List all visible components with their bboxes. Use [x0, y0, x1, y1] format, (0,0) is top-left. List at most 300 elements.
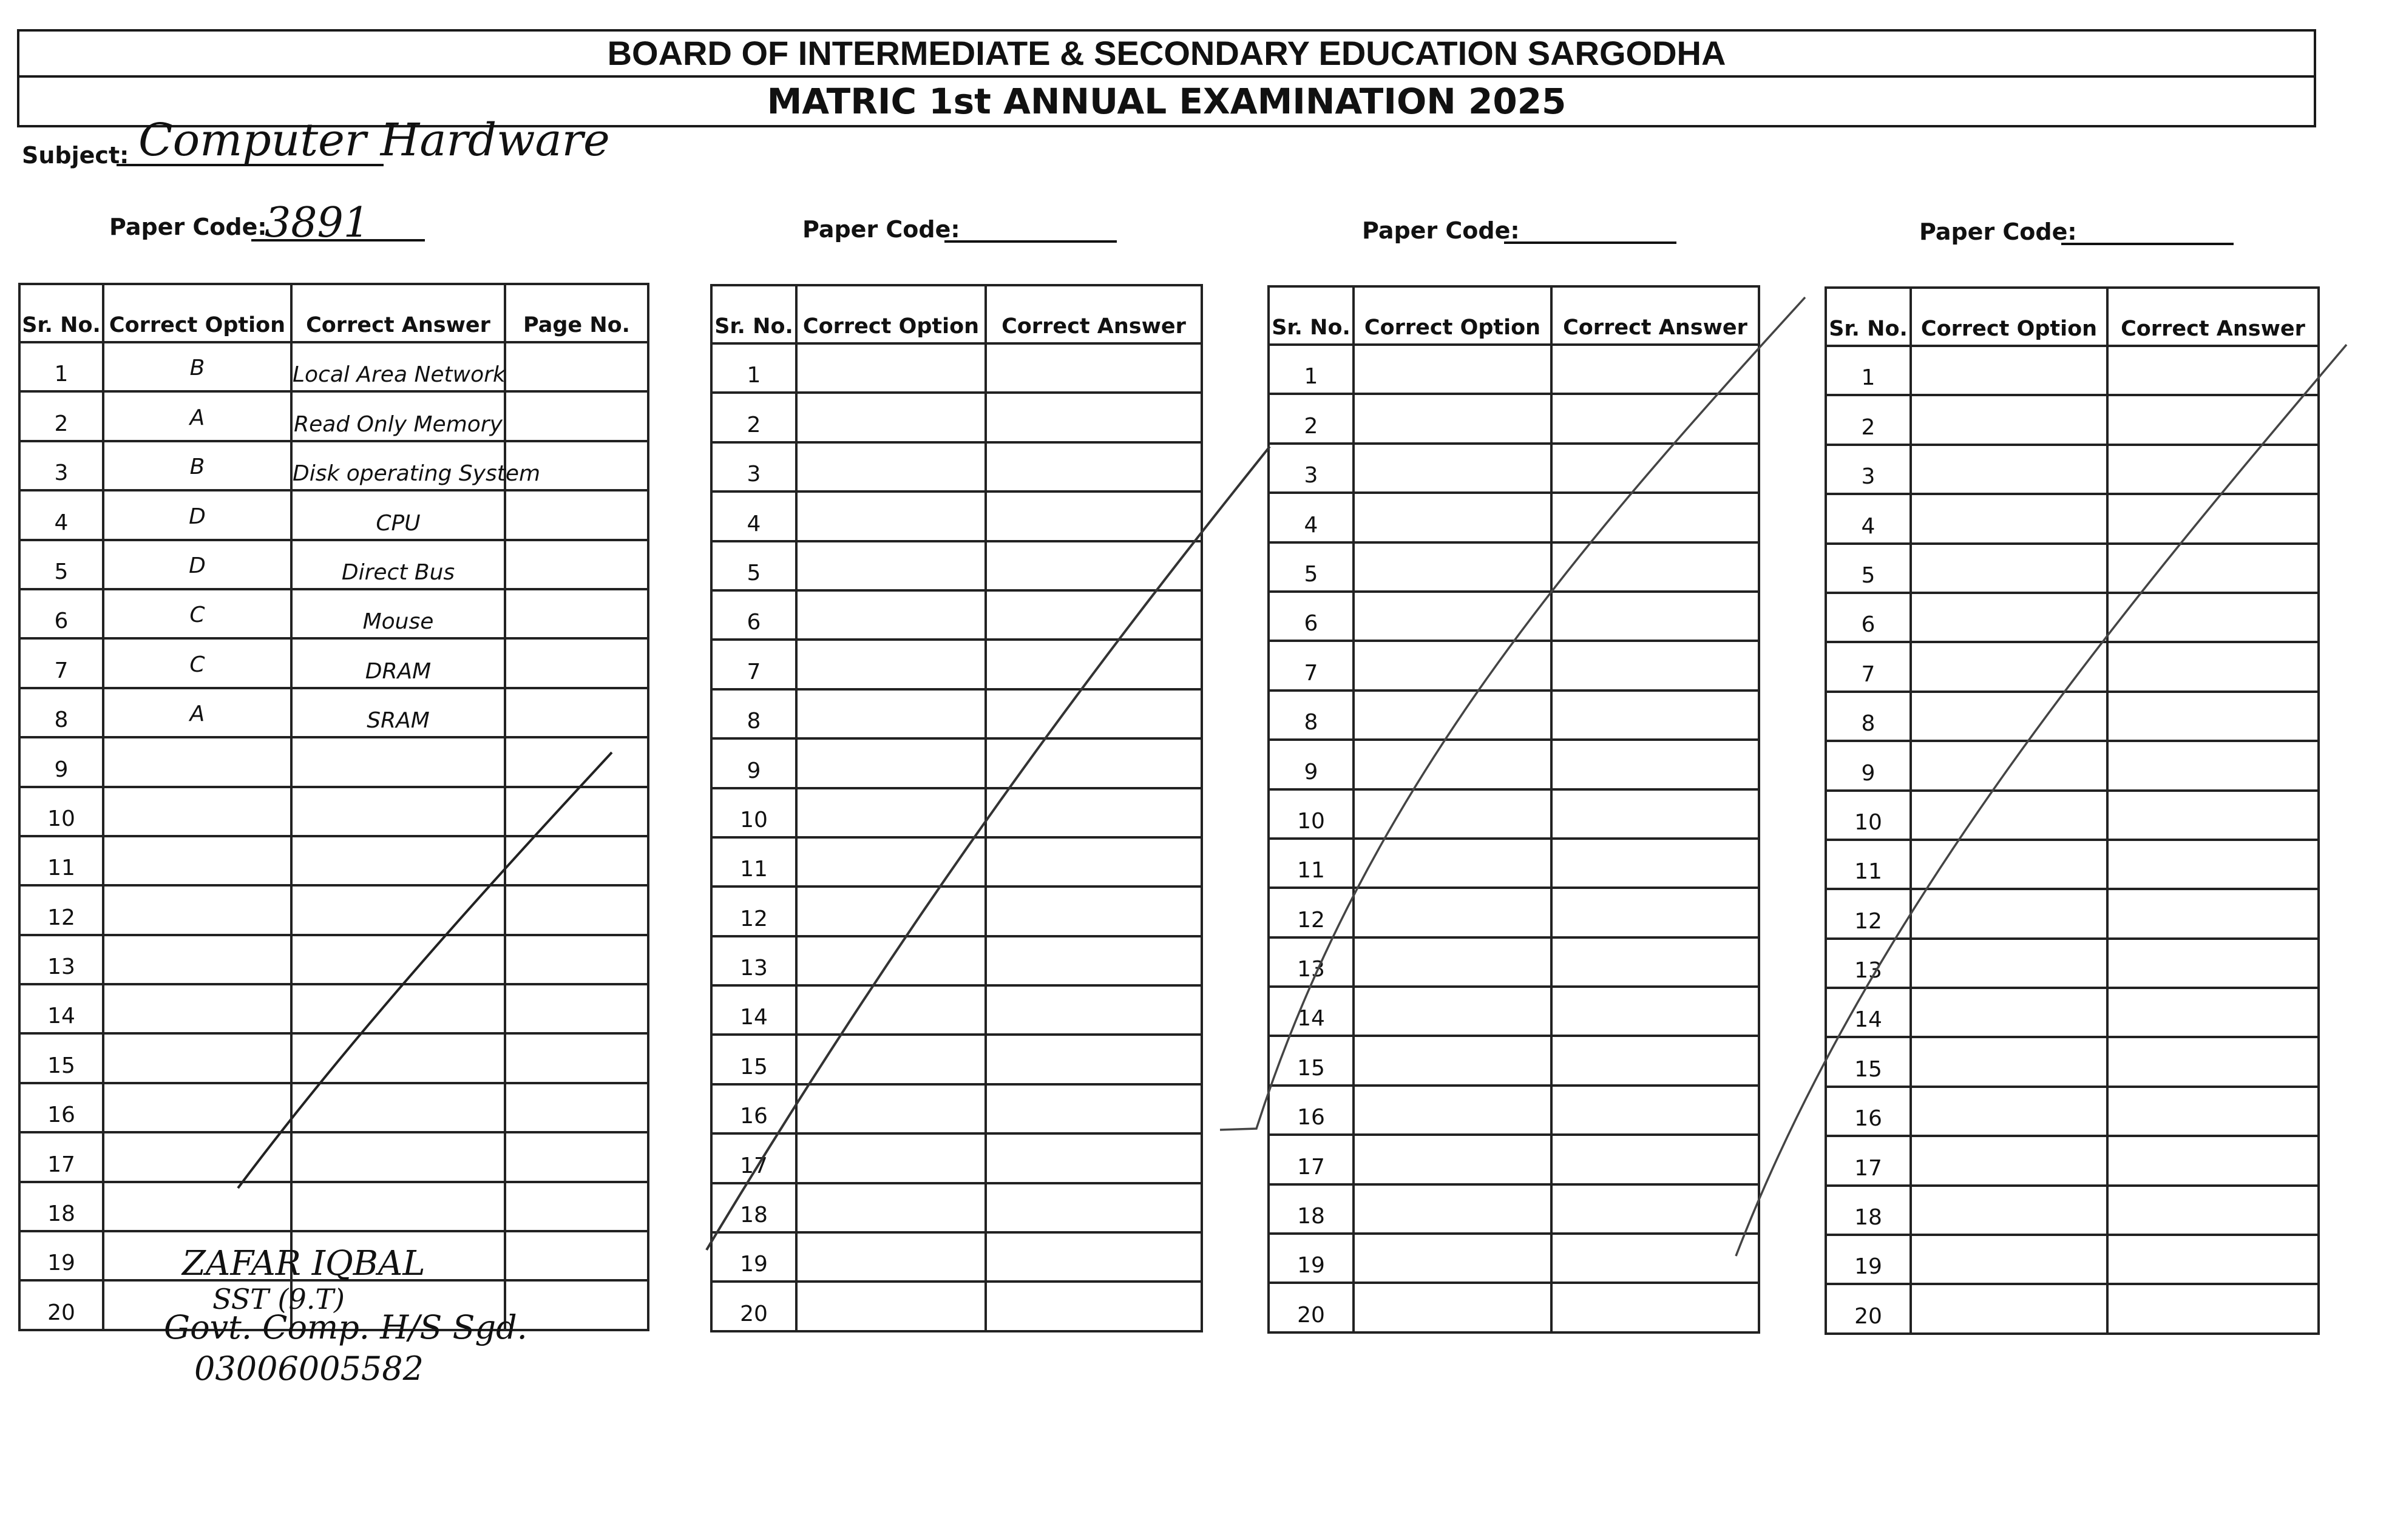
- cell-answer: [986, 1035, 1202, 1084]
- cell-sr: 17: [1269, 1135, 1354, 1184]
- paper-code-underline-4: [2061, 243, 2234, 245]
- cell-sr: 12: [711, 887, 796, 936]
- cell-answer: [1551, 641, 1759, 690]
- table-row: [711, 491, 1202, 541]
- col-header-sr: Sr. No.: [1826, 288, 1911, 346]
- table-row: [1826, 1037, 2319, 1086]
- cell-answer: [986, 1232, 1202, 1282]
- table-row: [1826, 840, 2319, 889]
- cell-sr: 3: [19, 441, 103, 490]
- cell-option: [1911, 1037, 2107, 1086]
- cell-answer: [986, 343, 1202, 393]
- table-row: [711, 541, 1202, 590]
- table-row: [1826, 445, 2319, 494]
- cell-sr: 2: [1826, 395, 1911, 444]
- cell-answer: Disk operating System: [291, 441, 505, 490]
- col-header-option: Correct Option: [796, 285, 986, 343]
- cell-sr: 6: [1826, 593, 1911, 642]
- cell-answer: [1551, 345, 1759, 394]
- cell-page: [505, 1132, 648, 1181]
- cell-sr: 9: [1269, 740, 1354, 789]
- cell-sr: 9: [19, 737, 103, 786]
- cell-answer: [1551, 937, 1759, 987]
- cell-option: [1354, 444, 1551, 493]
- cell-option: [1354, 592, 1551, 641]
- cell-sr: 7: [1826, 642, 1911, 691]
- cell-answer: Mouse: [291, 589, 505, 638]
- table-row: [1826, 741, 2319, 790]
- cell-answer: [2107, 939, 2319, 988]
- paper-code-label-3: Paper Code:: [1362, 217, 1520, 244]
- paper-code-label-4: Paper Code:: [1919, 218, 2077, 245]
- cell-sr: 18: [19, 1182, 103, 1231]
- table-row: [711, 343, 1202, 393]
- cell-option: [1354, 542, 1551, 592]
- table-row: [1269, 839, 1759, 888]
- table-row: [1269, 740, 1759, 789]
- cell-page: [505, 1231, 648, 1280]
- cell-option: [1911, 692, 2107, 741]
- cell-option: [796, 738, 986, 788]
- cell-page: [505, 391, 648, 441]
- table-header-row: [19, 284, 648, 342]
- cell-answer: DRAM: [291, 638, 505, 687]
- cell-sr: 19: [711, 1232, 796, 1282]
- table-row: [19, 885, 648, 934]
- cell-option: [1354, 937, 1551, 987]
- cell-option: [1354, 987, 1551, 1036]
- cell-sr: 8: [1269, 691, 1354, 740]
- exam-title: MATRIC 1st ANNUAL EXAMINATION 2025: [17, 75, 2316, 127]
- cell-option: B: [103, 342, 291, 391]
- table-row: [711, 788, 1202, 837]
- cell-answer: [2107, 445, 2319, 494]
- table-row: [1826, 939, 2319, 988]
- cell-option: A: [103, 688, 291, 737]
- cell-sr: 11: [1269, 839, 1354, 888]
- cell-option: [796, 541, 986, 590]
- table-row: [1826, 791, 2319, 840]
- answer-table-3: [1267, 285, 1760, 1334]
- cell-sr: 1: [711, 343, 796, 393]
- cell-option: B: [103, 441, 291, 490]
- table-row: [711, 1183, 1202, 1232]
- table-row: [711, 1282, 1202, 1331]
- table-row: [19, 688, 648, 737]
- cell-answer: [2107, 692, 2319, 741]
- cell-answer: [2107, 642, 2319, 691]
- cell-option: [1911, 544, 2107, 593]
- cell-answer: [986, 393, 1202, 442]
- table-row: [1269, 1283, 1759, 1332]
- cell-sr: 17: [1826, 1136, 1911, 1185]
- cell-answer: [986, 1183, 1202, 1232]
- cell-sr: 17: [711, 1133, 796, 1183]
- signature-designation: SST (9.T): [212, 1283, 345, 1315]
- table-header-row: [711, 285, 1202, 343]
- cell-page: [505, 540, 648, 589]
- table-row: [19, 1132, 648, 1181]
- subject-label: Subject:: [22, 142, 129, 169]
- table-row: [711, 442, 1202, 491]
- table-row: [1826, 494, 2319, 543]
- cell-sr: 13: [19, 935, 103, 984]
- cell-sr: 14: [711, 985, 796, 1035]
- cell-answer: [291, 737, 505, 786]
- table-row: [711, 590, 1202, 640]
- table-row: [711, 1232, 1202, 1282]
- cell-sr: 13: [1826, 939, 1911, 988]
- cell-option: [796, 1133, 986, 1183]
- cell-option: [1911, 988, 2107, 1037]
- table-header-row: [1826, 288, 2319, 346]
- table-row: [711, 640, 1202, 689]
- table-row: [19, 490, 648, 539]
- cell-sr: 2: [19, 391, 103, 441]
- table-row: [1826, 1136, 2319, 1185]
- table-row: [1826, 346, 2319, 395]
- cell-sr: 3: [711, 442, 796, 491]
- cell-sr: 10: [19, 787, 103, 836]
- cell-option: [796, 1232, 986, 1282]
- cell-answer: [2107, 1284, 2319, 1333]
- paper-code-label-2: Paper Code:: [802, 216, 960, 243]
- table-row: [711, 936, 1202, 985]
- cell-sr: 19: [1826, 1235, 1911, 1284]
- table-row: [19, 441, 648, 490]
- cell-sr: 3: [1826, 445, 1911, 494]
- cell-sr: 14: [19, 984, 103, 1033]
- cell-answer: [1551, 740, 1759, 789]
- cell-option: C: [103, 589, 291, 638]
- cell-answer: [986, 738, 1202, 788]
- cell-answer: [1551, 789, 1759, 839]
- table-row: [1826, 1284, 2319, 1333]
- cell-answer: [2107, 840, 2319, 889]
- cell-sr: 1: [1826, 346, 1911, 395]
- cell-page: [505, 1083, 648, 1132]
- cell-sr: 6: [1269, 592, 1354, 641]
- table-row: [711, 393, 1202, 442]
- cell-sr: 14: [1826, 988, 1911, 1037]
- cell-answer: [2107, 1087, 2319, 1136]
- cell-option: D: [103, 490, 291, 539]
- cell-sr: 7: [1269, 641, 1354, 690]
- cell-answer: [2107, 544, 2319, 593]
- paper-code-value-1: 3891: [265, 199, 370, 247]
- cell-option: A: [103, 391, 291, 441]
- cell-option: [796, 689, 986, 738]
- cell-sr: 8: [19, 688, 103, 737]
- table-row: [711, 1133, 1202, 1183]
- cell-answer: [291, 885, 505, 934]
- cell-sr: 19: [19, 1231, 103, 1280]
- cell-answer: [986, 887, 1202, 936]
- cell-sr: 13: [1269, 937, 1354, 987]
- cell-answer: Local Area Network: [291, 342, 505, 391]
- cell-option: [103, 1083, 291, 1132]
- table-row: [19, 1083, 648, 1132]
- cell-sr: 4: [1826, 494, 1911, 543]
- cell-answer: [1551, 1184, 1759, 1234]
- col-header-answer: Correct Answer: [2107, 288, 2319, 346]
- cell-answer: [2107, 1186, 2319, 1235]
- cell-option: [796, 1282, 986, 1331]
- cell-option: [796, 1084, 986, 1133]
- cell-option: [1911, 791, 2107, 840]
- cell-answer: [986, 788, 1202, 837]
- cell-answer: [986, 1133, 1202, 1183]
- cell-sr: 9: [711, 738, 796, 788]
- signature-name: ZAFAR IQBAL: [182, 1244, 425, 1283]
- table-row: [1269, 691, 1759, 740]
- cell-option: [1354, 493, 1551, 542]
- table-row: [1269, 937, 1759, 987]
- cell-sr: 3: [1269, 444, 1354, 493]
- table-row: [1269, 1036, 1759, 1085]
- cell-option: [796, 343, 986, 393]
- cell-option: [103, 787, 291, 836]
- cell-answer: Read Only Memory: [291, 391, 505, 441]
- cell-answer: SRAM: [291, 688, 505, 737]
- cell-answer: [986, 640, 1202, 689]
- table-row: [711, 689, 1202, 738]
- cell-option: [1354, 888, 1551, 937]
- cell-answer: [986, 1084, 1202, 1133]
- cell-option: [103, 1182, 291, 1231]
- cell-sr: 4: [19, 490, 103, 539]
- cell-page: [505, 688, 648, 737]
- cell-option: [1911, 840, 2107, 889]
- answer-table-4: [1825, 286, 2320, 1335]
- answer-table-2: [710, 284, 1203, 1332]
- cell-sr: 12: [1826, 889, 1911, 938]
- table-row: [1826, 593, 2319, 642]
- col-header-answer: Correct Answer: [291, 284, 505, 342]
- table-row: [1269, 444, 1759, 493]
- table-row: [1269, 493, 1759, 542]
- cell-option: [103, 737, 291, 786]
- table-row: [711, 738, 1202, 788]
- cell-page: [505, 1033, 648, 1082]
- table-row: [1826, 642, 2319, 691]
- cell-sr: 10: [711, 788, 796, 837]
- table-row: [711, 887, 1202, 936]
- cell-answer: Direct Bus: [291, 540, 505, 589]
- cell-sr: 7: [19, 638, 103, 687]
- cell-sr: 13: [711, 936, 796, 985]
- cell-answer: [2107, 1037, 2319, 1086]
- cell-option: [1354, 740, 1551, 789]
- cell-sr: 15: [19, 1033, 103, 1082]
- cell-option: [796, 590, 986, 640]
- table-row: [1826, 692, 2319, 741]
- cell-option: [796, 887, 986, 936]
- cell-option: [1354, 1234, 1551, 1283]
- cell-sr: 10: [1826, 791, 1911, 840]
- cell-answer: [1551, 987, 1759, 1036]
- cell-answer: [2107, 494, 2319, 543]
- cell-sr: 5: [1269, 542, 1354, 592]
- cell-option: [1354, 1036, 1551, 1085]
- cell-sr: 18: [1826, 1186, 1911, 1235]
- cell-answer: [291, 1083, 505, 1132]
- cell-sr: 19: [1269, 1234, 1354, 1283]
- cell-answer: [2107, 988, 2319, 1037]
- cell-sr: 20: [1269, 1283, 1354, 1332]
- cell-option: [1354, 691, 1551, 740]
- table-row: [711, 1035, 1202, 1084]
- cell-sr: 12: [19, 885, 103, 934]
- table-row: [1269, 888, 1759, 937]
- cell-answer: [986, 985, 1202, 1035]
- subject-value: Computer Hardware: [138, 114, 610, 166]
- cell-option: [1911, 494, 2107, 543]
- cell-answer: [291, 787, 505, 836]
- col-header-sr: Sr. No.: [1269, 286, 1354, 345]
- cell-option: [796, 491, 986, 541]
- cell-option: [1911, 1087, 2107, 1136]
- col-header-option: Correct Option: [103, 284, 291, 342]
- cell-answer: [1551, 691, 1759, 740]
- table-row: [1269, 641, 1759, 690]
- cell-sr: 8: [1826, 692, 1911, 741]
- cell-sr: 17: [19, 1132, 103, 1181]
- signature-school: Govt. Comp. H/S Sgd.: [164, 1308, 527, 1346]
- cell-sr: 16: [711, 1084, 796, 1133]
- col-header-sr: Sr. No.: [711, 285, 796, 343]
- cell-answer: [1551, 592, 1759, 641]
- cell-option: [103, 984, 291, 1033]
- cell-option: [796, 1035, 986, 1084]
- table-row: [1269, 1184, 1759, 1234]
- cell-answer: [291, 1182, 505, 1231]
- cell-answer: [986, 936, 1202, 985]
- cell-answer: [986, 837, 1202, 887]
- cell-page: [505, 885, 648, 934]
- cell-option: [796, 788, 986, 837]
- board-title: BOARD OF INTERMEDIATE & SECONDARY EDUCATION SARGODHA: [17, 29, 2316, 78]
- cell-sr: 20: [711, 1282, 796, 1331]
- cell-sr: 5: [711, 541, 796, 590]
- table-row: [19, 342, 648, 391]
- cell-answer: [2107, 395, 2319, 444]
- cell-sr: 16: [19, 1083, 103, 1132]
- cell-option: [103, 1132, 291, 1181]
- cell-option: [1354, 641, 1551, 690]
- cell-sr: 16: [1826, 1087, 1911, 1136]
- cell-option: [1354, 345, 1551, 394]
- cell-option: [103, 836, 291, 885]
- answer-table-1: [18, 283, 649, 1331]
- cell-sr: 1: [1269, 345, 1354, 394]
- paper-code-underline-3: [1504, 241, 1676, 244]
- cell-option: [1911, 1186, 2107, 1235]
- cell-answer: [2107, 1235, 2319, 1284]
- cell-sr: 8: [711, 689, 796, 738]
- table-row: [1826, 988, 2319, 1037]
- cell-answer: [1551, 1036, 1759, 1085]
- cell-answer: [2107, 741, 2319, 790]
- col-header-option: Correct Option: [1911, 288, 2107, 346]
- table-row: [19, 984, 648, 1033]
- cell-sr: 9: [1826, 741, 1911, 790]
- cell-option: D: [103, 540, 291, 589]
- table-row: [1269, 1086, 1759, 1135]
- cell-option: [796, 936, 986, 985]
- cell-sr: 11: [711, 837, 796, 887]
- cell-answer: [2107, 791, 2319, 840]
- cell-option: [1911, 593, 2107, 642]
- col-header-answer: Correct Answer: [1551, 286, 1759, 345]
- cell-sr: 2: [711, 393, 796, 442]
- cell-answer: [291, 1033, 505, 1082]
- cell-sr: 6: [19, 589, 103, 638]
- cell-page: [505, 836, 648, 885]
- cell-answer: [1551, 1086, 1759, 1135]
- cell-page: [505, 1182, 648, 1231]
- cell-answer: [1551, 493, 1759, 542]
- table-row: [19, 589, 648, 638]
- cell-page: [505, 984, 648, 1033]
- cell-answer: [986, 491, 1202, 541]
- cell-option: [796, 985, 986, 1035]
- col-header-page: Page No.: [505, 284, 648, 342]
- cell-sr: 15: [1826, 1037, 1911, 1086]
- cell-sr: 1: [19, 342, 103, 391]
- cell-option: [1911, 1136, 2107, 1185]
- cell-option: [1911, 395, 2107, 444]
- table-row: [711, 837, 1202, 887]
- table-row: [19, 935, 648, 984]
- cell-option: [1911, 889, 2107, 938]
- table-row: [1269, 542, 1759, 592]
- cell-sr: 4: [711, 491, 796, 541]
- cell-sr: 14: [1269, 987, 1354, 1036]
- table-row: [1826, 1235, 2319, 1284]
- cell-sr: 5: [1826, 544, 1911, 593]
- cell-option: [1911, 1235, 2107, 1284]
- table-header-row: [1269, 286, 1759, 345]
- table-row: [711, 985, 1202, 1035]
- cell-sr: 16: [1269, 1086, 1354, 1135]
- cell-option: [1354, 1184, 1551, 1234]
- table-row: [1826, 1186, 2319, 1235]
- cell-answer: [986, 442, 1202, 491]
- cell-answer: [986, 689, 1202, 738]
- cell-answer: [986, 541, 1202, 590]
- table-row: [1269, 987, 1759, 1036]
- cell-answer: [1551, 839, 1759, 888]
- cell-option: [1911, 642, 2107, 691]
- cell-option: [103, 885, 291, 934]
- cell-sr: 6: [711, 590, 796, 640]
- cell-option: [1354, 1283, 1551, 1332]
- cell-answer: [1551, 1135, 1759, 1184]
- col-header-sr: Sr. No.: [19, 284, 103, 342]
- cell-answer: CPU: [291, 490, 505, 539]
- cell-answer: [291, 1132, 505, 1181]
- cell-answer: [986, 590, 1202, 640]
- cell-page: [505, 342, 648, 391]
- cell-option: [1354, 789, 1551, 839]
- cell-answer: [291, 984, 505, 1033]
- cell-page: [505, 737, 648, 786]
- table-row: [1269, 394, 1759, 443]
- cell-sr: 5: [19, 540, 103, 589]
- table-row: [19, 1182, 648, 1231]
- paper-code-underline-2: [944, 240, 1117, 243]
